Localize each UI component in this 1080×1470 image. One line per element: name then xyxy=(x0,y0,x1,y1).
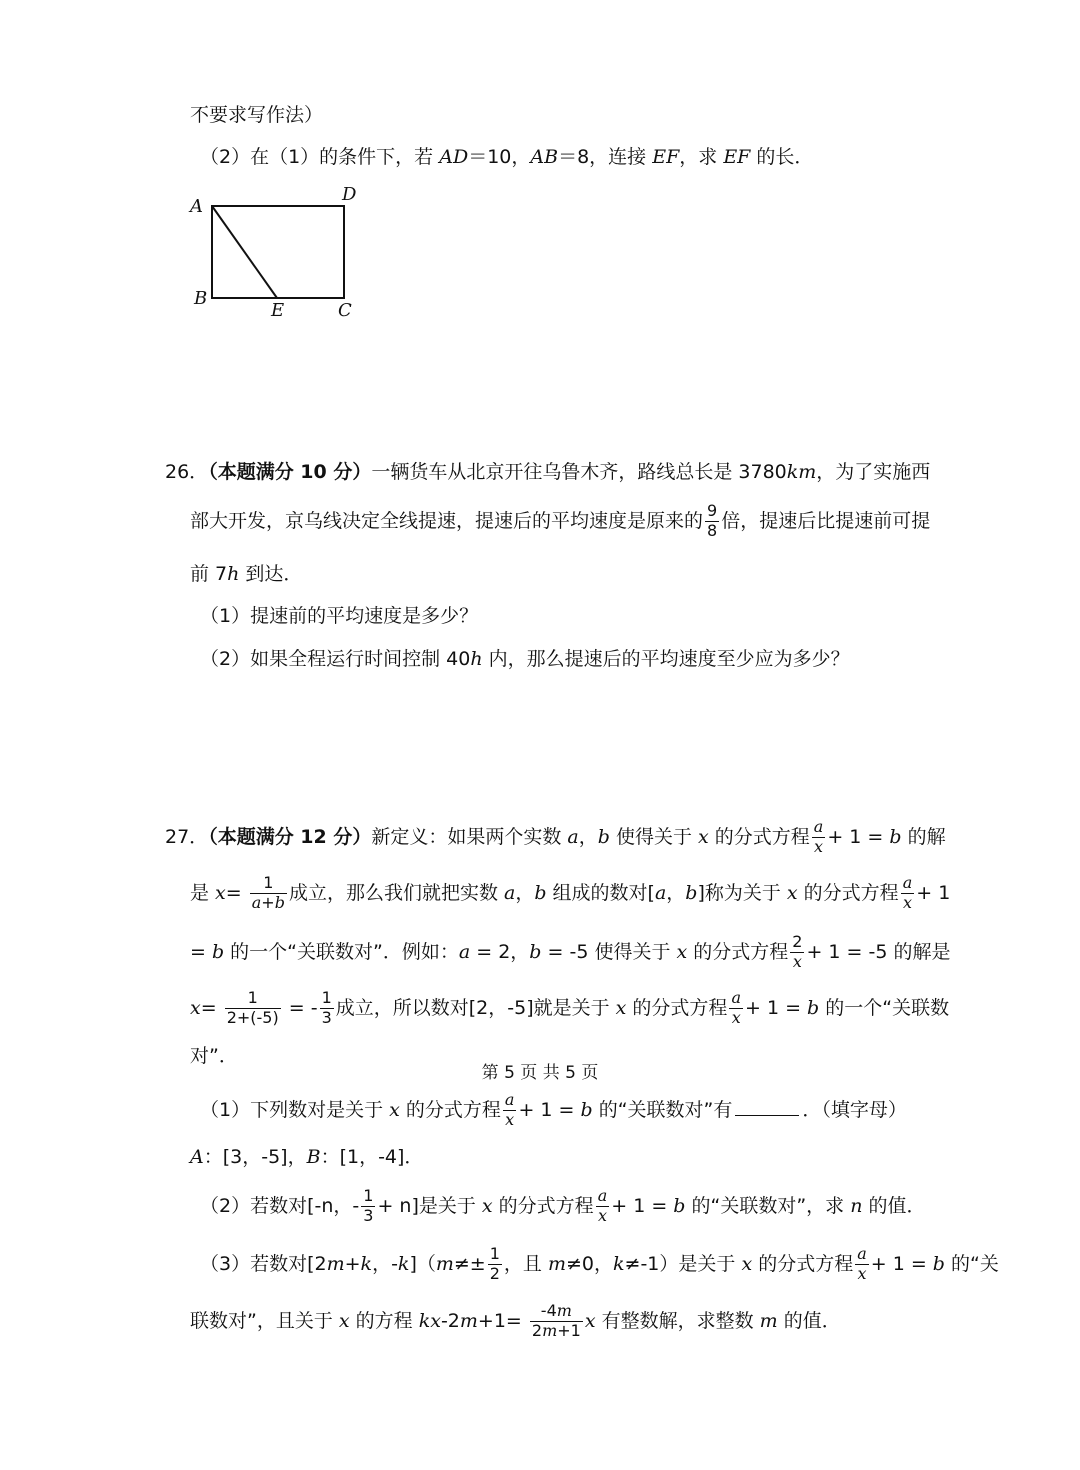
q26-sub-1: （1）提速前的平均速度是多少？ xyxy=(200,605,479,627)
q25-text-continued: 不要求写作法） xyxy=(190,104,324,126)
label-E: E xyxy=(271,300,285,321)
q27-line-2: 是 x= $\frac{1}{a+b}$ 成立，那么我们就把实数 a，b 组成的数对[a，b]称为关于 x 的分式方程 $\frac{a}{x}$ + 1 xyxy=(190,873,951,912)
fraction-9-8: $\frac{9}{8}$ xyxy=(707,501,718,540)
label-B: B xyxy=(194,288,208,309)
q27-sub-3-line-1: （3）若数对[2m+k，-k]（m≠± $\frac{1}{2}$ ，且 m≠0，k≠-1）是关于 x 的分式方程 $\frac{a}{x}$ + 1 = b 的“关 xyxy=(200,1244,999,1283)
q27-line-5: 对”． xyxy=(190,1045,238,1067)
q26-line-3: 前 7h 到达． xyxy=(190,563,303,585)
q26-sub-2: （2）如果全程运行时间控制 40h 内，那么提速后的平均速度至少应为多少？ xyxy=(200,648,850,670)
q26-line-1: 26．（本题满分 10 分）一辆货车从北京开往乌鲁木齐，路线总长是 3780km，为了实施西 xyxy=(165,461,931,483)
q25-part-2: （2）在（1）的条件下，若 AD＝10，AB＝8，连接 EF，求 EF 的长． xyxy=(200,146,814,168)
rectangle-figure xyxy=(180,180,380,330)
answer-blank xyxy=(735,1114,799,1116)
q27-line-1: 27．（本题满分 12 分）新定义：如果两个实数 a，b 使得关于 x 的分式方程 $\frac{a}{x}$ + 1 = b 的解 xyxy=(165,817,946,856)
label-A: A xyxy=(190,196,203,217)
page-footer: 第 5 页 共 5 页 xyxy=(481,1063,599,1083)
q27-sub-1: （1）下列数对是关于 x 的分式方程 $\frac{a}{x}$ + 1 = b 的“关联数对”有 ．（填字母） xyxy=(200,1090,907,1129)
q27-sub-2: （2）若数对[-n，- $\frac{1}{3}$ + n]是关于 x 的分式方程 $\frac{a}{x}$ + 1 = b 的“关联数对”，求 n 的值． xyxy=(200,1186,926,1225)
q27-sub-1-options: A：[3，-5]，B：[1，-4]． xyxy=(190,1146,424,1168)
label-C: C xyxy=(338,300,352,321)
q27-line-4: x= $\frac{1}{2+(-5)}$ = - $\frac{1}{3}$ 成立，所以数对[2，-5]就是关于 x 的分式方程 $\frac{a}{x}$ + 1 = b 的一个“关联数 xyxy=(190,988,950,1027)
q26-line-2: 部大开发，京乌线决定全线提速，提速后的平均速度是原来的 $\frac{9}{8}$ 倍，提速后比提速前可提 xyxy=(190,501,931,540)
label-D: D xyxy=(342,184,357,205)
q27-line-3: = b 的一个“关联数对”．例如：a = 2，b = -5 使得关于 x 的分式方程 $\frac{2}{x}$ + 1 = -5 的解是 xyxy=(190,932,951,971)
q27-sub-3-line-2: 联数对”，且关于 x 的方程 kx-2m+1= $\frac{-4m}{2m+1}$ x 有整数解，求整数 m 的值． xyxy=(190,1301,841,1340)
